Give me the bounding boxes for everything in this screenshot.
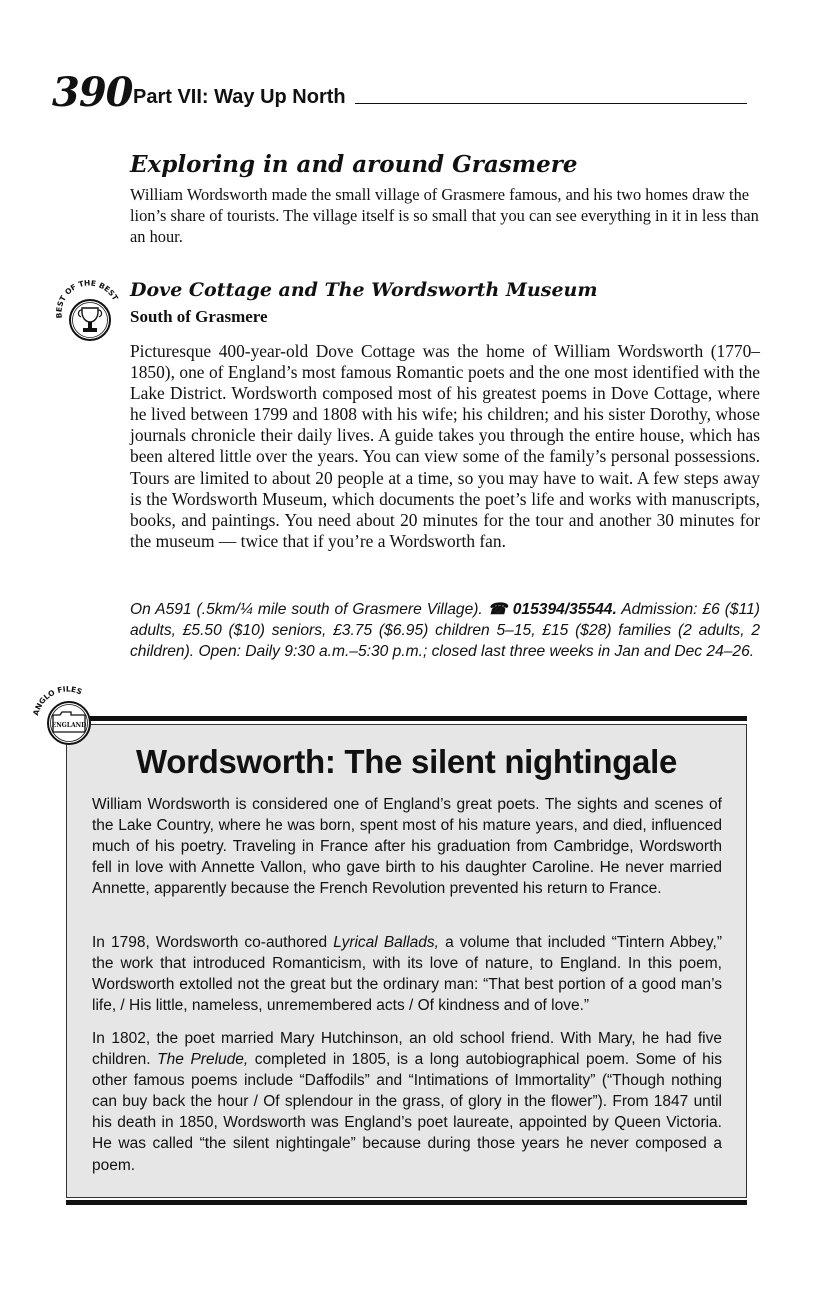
folder-icon bbox=[32, 686, 102, 748]
badge-label: BEST OF THE BEST bbox=[54, 278, 120, 319]
sidebar-text: In 1802, the poet married Mary Hutchinson, an old school friend. With Mary, he had five children. bbox=[92, 1030, 722, 1069]
anglo-files-badge bbox=[32, 686, 102, 748]
attraction-info bbox=[130, 600, 760, 662]
attraction-title: Dove Cottage and The Wordsworth Museum bbox=[130, 279, 598, 301]
sidebar-text: a volume that included “Tintern Abbey,” the work that introduced Romanticism, with its love of nature, to England. In this poem, Wordsworth extolled not the great but the ordinary man: “That best portion of a good man’s life, / His little, nameless, unremembered acts / Of kindness and of love.” bbox=[92, 934, 722, 1015]
book-title: Lyrical Ballads, bbox=[333, 934, 439, 951]
badge-tab-label: ENGLAND bbox=[51, 722, 87, 729]
page-number: 390 bbox=[52, 69, 133, 116]
sidebar-text: In 1798, Wordsworth co-authored bbox=[92, 934, 334, 951]
sidebar-bottom-rule bbox=[66, 1200, 747, 1205]
attraction-phone: 015394/35544. bbox=[512, 601, 617, 618]
attraction-hours: Admission: £6 ($11) adults, £5.50 ($10) seniors, £3.75 ($6.95) children 5–15, £15 ($28) families (2 adults, 2 children). Open: Daily 9:30 a.m.–5:30 p.m.; closed last three weeks in Jan and Dec 24–26. bbox=[130, 601, 760, 660]
sidebar-paragraph bbox=[92, 1028, 722, 1176]
attraction-location: South of Grasmere bbox=[130, 307, 268, 326]
sidebar-paragraph bbox=[92, 932, 722, 1016]
phone-icon: ☎ bbox=[487, 601, 508, 618]
sidebar-title: Wordsworth: The silent nightingale bbox=[135, 743, 678, 780]
attraction-address: On A591 (.5km/¼ mile south of Grasmere Village). bbox=[130, 601, 483, 618]
badge-label: ANGLO FILES bbox=[32, 686, 84, 717]
sidebar-paragraph: William Wordsworth is considered one of England’s great poets. The sights and scenes of the Lake Country, where he was born, spent most of his mature years, and died, influenced much of his poetry. Traveling in France after his graduation from Cambridge, Wordsworth fell in love with Annette Vallon, who gave birth to his daughter Caroline. He never married Annette, apparently because the French Revolution prevented his return to France. bbox=[92, 796, 722, 898]
sidebar-top-rule bbox=[66, 716, 747, 721]
trophy-icon bbox=[52, 278, 124, 346]
part-title: Part VII: Way Up North bbox=[133, 86, 346, 108]
header-rule bbox=[355, 103, 747, 104]
section-heading: Exploring in and around Grasmere bbox=[130, 151, 578, 178]
book-title: The Prelude, bbox=[157, 1051, 249, 1069]
sidebar-text: completed in 1805, is a long autobiographical poem. Some of his other famous poems include “Daffodils” and “Intimations of Immortality” (“Though nothing can buy back the hour / Of splendour in the grass, of glory in the flower”). From 1847 until his death in 1850, Wordsworth was England’s poet laureate, appointed by Queen Victoria. He was called “the silent nightingale” because during those years he never composed a poem. bbox=[92, 1051, 723, 1174]
attraction-description: Picturesque 400-year-old Dove Cottage was the home of William Wordsworth (1770–1850), one of England’s most famous Romantic poets and the one most identified with the Lake District. Wordsworth composed most of his greatest poems in Dove Cottage, where he lived between 1799 and 1808 with his wife; his children; and his sister Dorothy, whose journals chronicle their daily lives. A guide takes you through the entire house, which has been altered little over the years. You can view some of the family’s personal possessions. Tours are limited to about 20 people at a time, so you may have to wait. A few steps away is the Wordsworth Museum, which documents the poet’s life and works with manuscripts, books, and paintings. You need about 20 minutes for the tour and another 30 minutes for the museum — twice that if you’re a Wordsworth fan. bbox=[130, 341, 760, 551]
section-intro: William Wordsworth made the small village of Grasmere famous, and his two homes draw the lion’s share of tourists. The village itself is so small that you can see everything in it in less than an hour. bbox=[130, 185, 759, 246]
best-of-the-best-badge bbox=[52, 278, 124, 346]
